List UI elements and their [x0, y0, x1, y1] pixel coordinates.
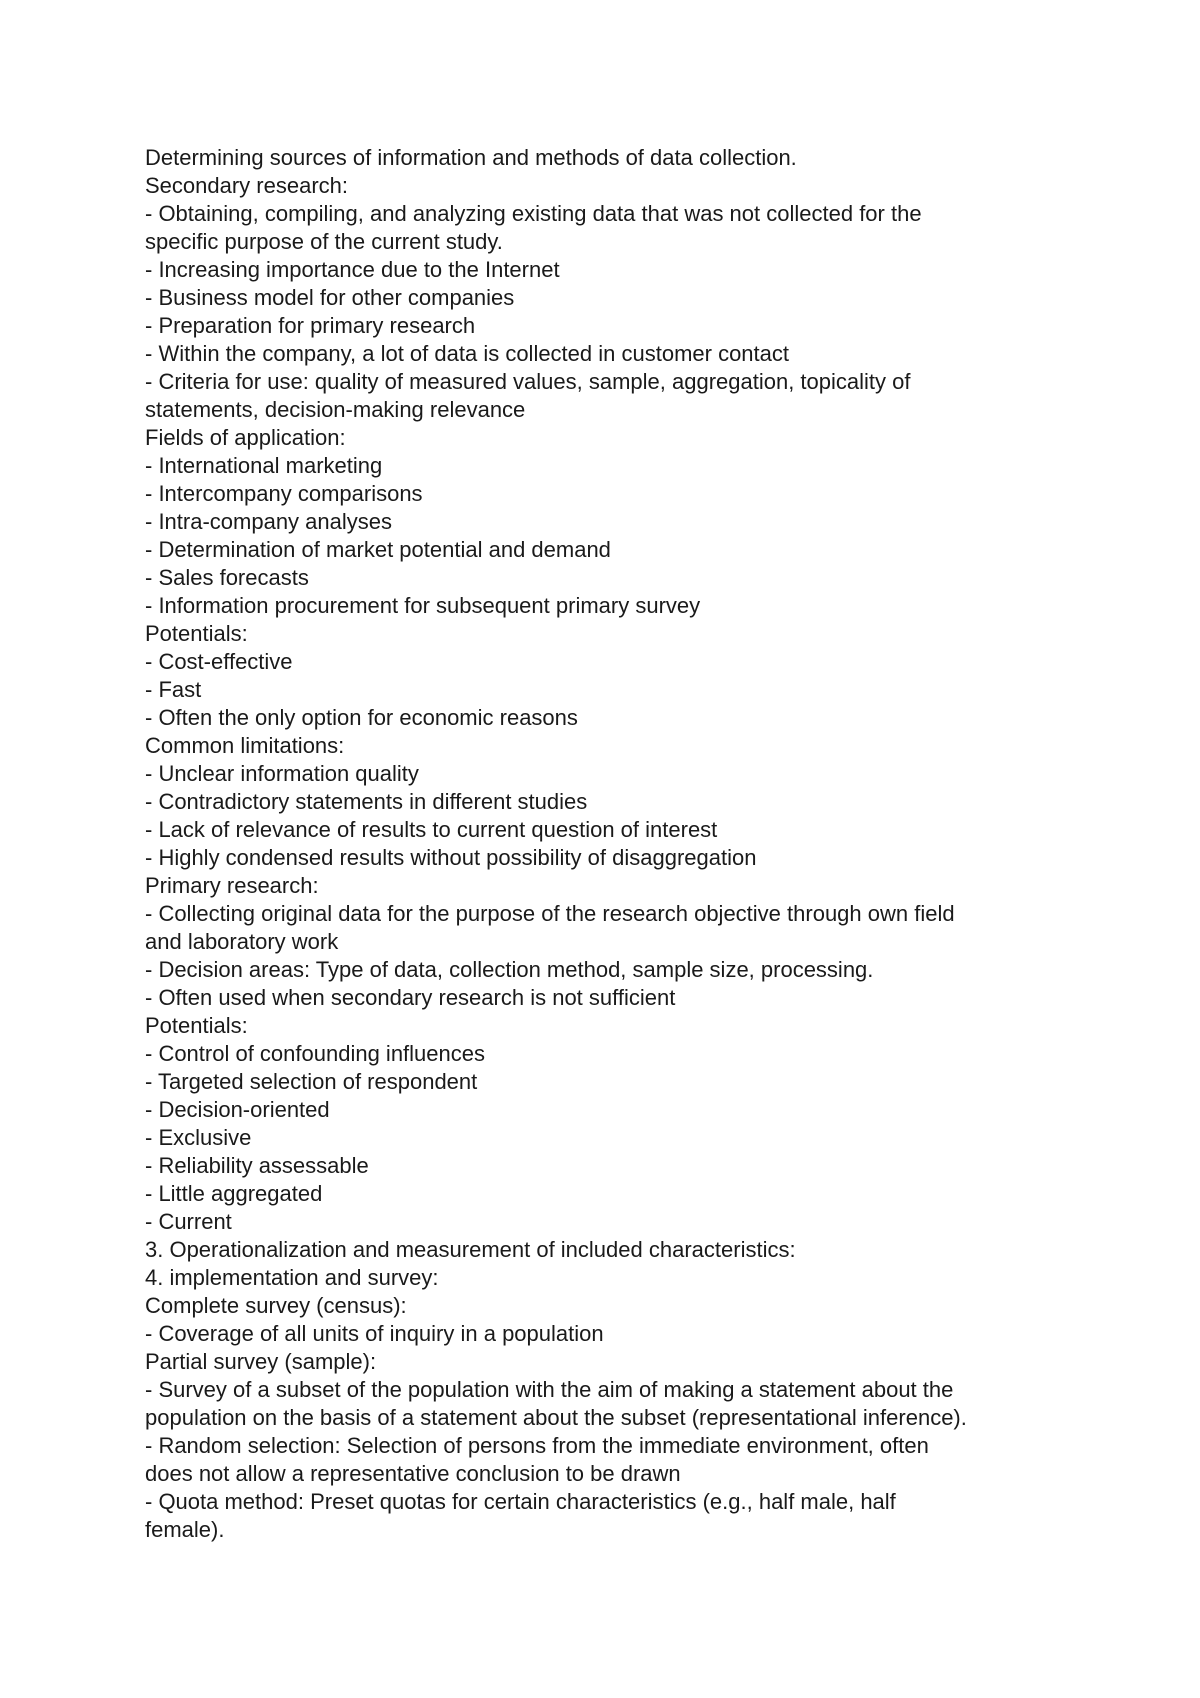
text-line: Primary research: [145, 873, 319, 898]
text-line: - Survey of a subset of the population with the aim of making a statement about the [145, 1377, 954, 1402]
text-line: Common limitations: [145, 733, 345, 758]
text-line: - Often used when secondary research is not sufficient [145, 985, 676, 1010]
text-line: - Decision-oriented [145, 1097, 330, 1122]
text-line: Partial survey (sample): [145, 1349, 377, 1374]
text-line: Complete survey (census): [145, 1293, 407, 1318]
text-line: - Determination of market potential and demand [145, 537, 611, 562]
text-line: - Increasing importance due to the Internet [145, 257, 560, 282]
text-line: - Coverage of all units of inquiry in a population [145, 1321, 604, 1346]
text-line: - Sales forecasts [145, 565, 309, 590]
text-line: - Collecting original data for the purpose of the research objective through own field [145, 901, 955, 926]
text-line: - Business model for other companies [145, 285, 515, 310]
text-line: - Reliability assessable [145, 1153, 369, 1178]
text-line: - Fast [145, 677, 202, 702]
text-line: - Within the company, a lot of data is collected in customer contact [145, 341, 790, 366]
text-line: Fields of application: [145, 425, 346, 450]
text-line: specific purpose of the current study. [145, 229, 503, 254]
text-line: - Highly condensed results without possibility of disaggregation [145, 845, 757, 870]
text-line: - International marketing [145, 453, 383, 478]
text-line: - Contradictory statements in different studies [145, 789, 588, 814]
text-line: - Criteria for use: quality of measured values, sample, aggregation, topicality of [145, 369, 911, 394]
text-line: - Information procurement for subsequent primary survey [145, 593, 701, 618]
text-line: - Little aggregated [145, 1181, 323, 1206]
text-line: statements, decision-making relevance [145, 397, 526, 422]
text-line: - Intercompany comparisons [145, 481, 423, 506]
text-line: - Decision areas: Type of data, collection method, sample size, processing. [145, 957, 874, 982]
text-line: does not allow a representative conclusion to be drawn [145, 1461, 681, 1486]
text-line: - Cost-effective [145, 649, 293, 674]
text-line: population on the basis of a statement about the subset (representational inference). [145, 1405, 967, 1430]
text-line: Secondary research: [145, 173, 348, 198]
text-line: - Exclusive [145, 1125, 252, 1150]
text-line: - Quota method: Preset quotas for certain characteristics (e.g., half male, half [145, 1489, 896, 1514]
text-line: 4. implementation and survey: [145, 1265, 439, 1290]
document-body [145, 144, 1065, 1544]
text-line: 3. Operationalization and measurement of included characteristics: [145, 1237, 796, 1262]
text-line: - Unclear information quality [145, 761, 419, 786]
text-line: - Obtaining, compiling, and analyzing existing data that was not collected for the [145, 201, 922, 226]
text-line: - Lack of relevance of results to current question of interest [145, 817, 718, 842]
text-line: - Control of confounding influences [145, 1041, 485, 1066]
text-line: - Random selection: Selection of persons from the immediate environment, often [145, 1433, 929, 1458]
text-line: and laboratory work [145, 929, 339, 954]
text-line: - Preparation for primary research [145, 313, 476, 338]
text-line: female). [145, 1517, 225, 1542]
text-line: - Often the only option for economic reasons [145, 705, 578, 730]
text-line: Determining sources of information and methods of data collection. [145, 145, 797, 170]
text-line: Potentials: [145, 621, 248, 646]
text-line: Potentials: [145, 1013, 248, 1038]
text-line: - Intra-company analyses [145, 509, 392, 534]
text-line: - Current [145, 1209, 232, 1234]
text-line: - Targeted selection of respondent [145, 1069, 478, 1094]
